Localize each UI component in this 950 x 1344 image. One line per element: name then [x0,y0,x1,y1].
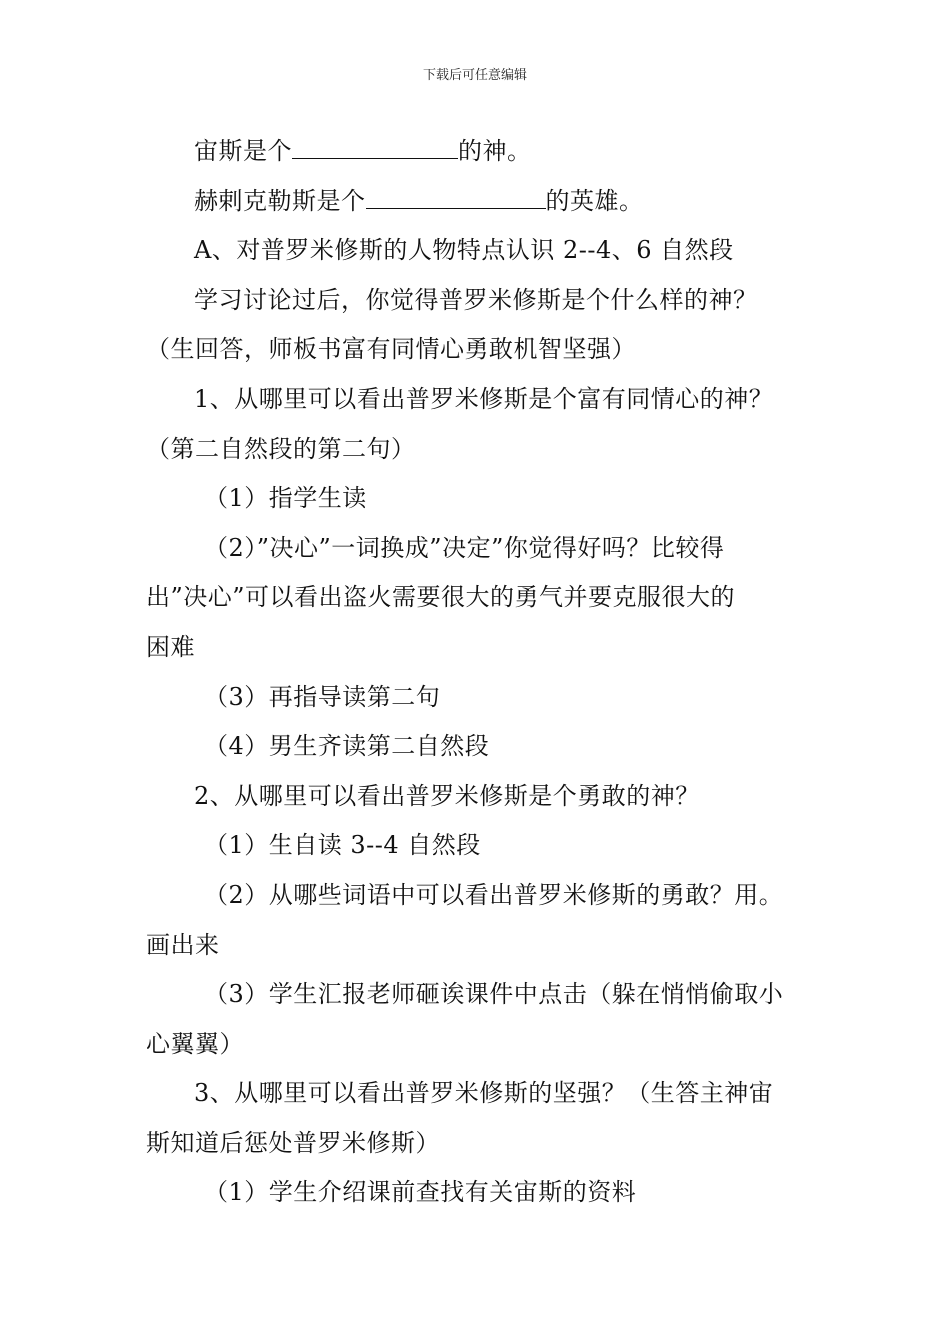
paragraph-line: 学习讨论过后，你觉得普罗米修斯是个什么样的神？ [194,285,758,314]
paragraph-line: 困难 [146,632,195,661]
paragraph-line: 3、从哪里可以看出普罗米修斯的坚强？（生答主神宙 [194,1079,774,1108]
paragraph-line: （生回答，师板书富有同情心勇敢机智坚强） [146,335,636,364]
text-segment: 宙斯是个 [194,137,292,165]
paragraph-line: 心翼翼） [146,1029,244,1058]
paragraph-line: （第二自然段的第二句） [146,434,416,463]
paragraph-line: （2）从哪些词语中可以看出普罗米修斯的勇敢？用。 [204,880,784,909]
text-segment: 的英雄。 [545,186,644,215]
paragraph-line: （1）指学生读 [204,484,367,513]
fill-in-line-heracles [146,177,816,227]
document-body [146,127,816,1218]
paragraph-line: 斯知道后惩处普罗米修斯） [146,1128,440,1157]
paragraph-line: （1）学生介绍课前查找有关宙斯的资料 [204,1178,637,1207]
text-segment: 的神。 [458,137,532,165]
paragraph-line: 画出来 [146,930,220,959]
paragraph-line: （2）”决心”一词换成”决定”你觉得好吗？比较得 [204,533,725,562]
paragraph-line: （1）生自读 3--4 自然段 [204,831,481,860]
fill-in-blank [366,180,546,209]
paragraph-line: （3）学生汇报老师砸诶课件中点击（躲在悄悄偷取小 [204,980,784,1009]
page-header: 下载后可任意编辑 [422,68,527,83]
paragraph-line: 2、从哪里可以看出普罗米修斯是个勇敢的神？ [194,781,700,810]
paragraph-line: A、对普罗米修斯的人物特点认识 2--4、6 自然段 [194,236,734,265]
paragraph-line: 出”决心”可以看出盗火需要很大的勇气并要克服很大的 [146,583,736,612]
fill-in-blank [292,130,458,159]
text-segment: 赫剌克勒斯是个 [194,186,366,215]
paragraph-line: （3）再指导读第二句 [204,682,441,711]
fill-in-line-zeus [146,127,816,177]
paragraph-line: （4）男生齐读第二自然段 [204,732,490,761]
paragraph-line: 1、从哪里可以看出普罗米修斯是个富有同情心的神？ [194,384,774,413]
